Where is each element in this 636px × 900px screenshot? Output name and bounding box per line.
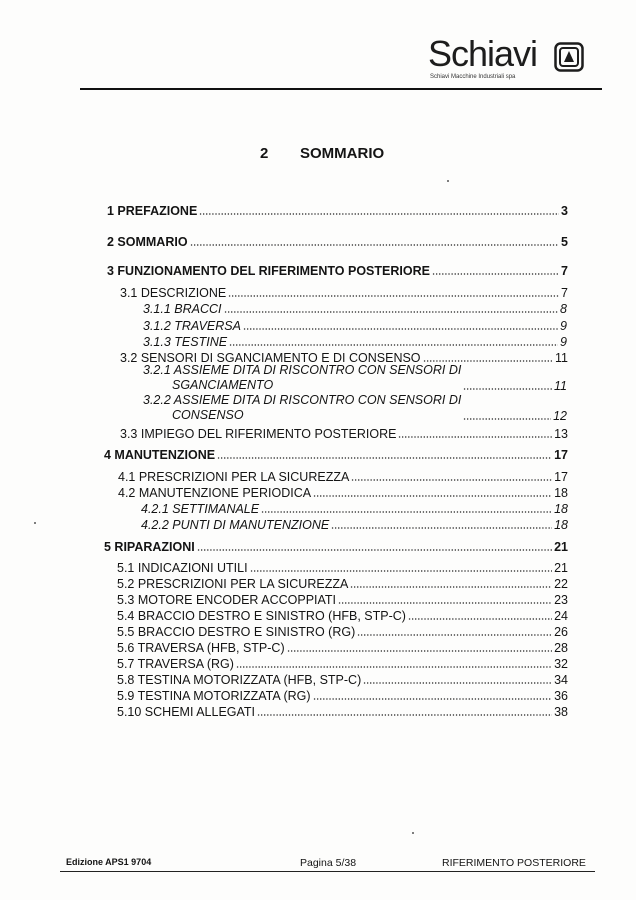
logo-subtitle: Schiavi Macchine Industriali spa [430,74,516,80]
toc-entry-page: 5 [561,235,568,249]
leader-dots [236,666,552,668]
toc-entry-page: 18 [554,486,568,500]
toc-entry[interactable] [143,300,567,316]
toc-entry[interactable] [107,233,568,249]
leader-dots [287,650,552,652]
leader-dots [351,479,552,481]
leader-dots [357,634,552,636]
toc-entry-label: 2 SOMMARIO [107,235,188,249]
leader-dots [257,714,552,716]
toc-entry-label: 5.7 TRAVERSA (RG) [117,657,234,671]
toc-entry-label: 4.2 MANUTENZIONE PERIODICA [118,486,312,500]
leader-dots [217,457,552,459]
toc-entry-page: 34 [554,673,568,687]
toc-entry[interactable] [143,361,567,393]
leader-dots [250,570,553,572]
toc-entry-label: 5.9 TESTINA MOTORIZZATA (RG) [117,689,311,703]
toc-entry-label: 5.10 SCHEMI ALLEGATI [117,705,256,719]
toc-entry-label: 4.1 PRESCRIZIONI PER LA SICUREZZA [118,470,350,484]
toc-entry-page: 38 [554,705,568,719]
toc-entry-page: 18 [554,518,568,532]
leader-dots [463,388,552,390]
footer-rule [60,871,595,872]
toc-entry-page: 21 [554,540,568,554]
toc-entry-label: 3.1 DESCRIZIONE [120,286,227,300]
toc-entry-page: 11 [555,351,568,365]
toc-entry-page: 11 [554,379,567,393]
logo-emblem-icon [554,42,584,72]
toc-entry-page: 23 [554,593,568,607]
toc-entry-label: 3.2.2 ASSIEME DITA DI RISCONTRO CON SENSORI DI [143,393,462,407]
toc-entry[interactable] [117,703,568,719]
toc-entry-label-continued: SGANCIAMENTO [172,378,274,392]
toc-entry-page: 36 [554,689,568,703]
toc-entry-label: 4.2.1 SETTIMANALE [141,502,260,516]
toc-entry-label-continued: CONSENSO [172,408,244,422]
section-number: 2 [260,145,269,162]
toc-entry-page: 21 [554,561,568,575]
leader-dots [243,328,558,330]
leader-dots [313,698,553,700]
toc-entry[interactable] [143,333,567,349]
toc-entry-page: 22 [554,577,568,591]
toc-entry[interactable] [104,446,568,462]
toc-entry-label: 5.4 BRACCIO DESTRO E SINISTRO (HFB, STP-C) [117,609,406,623]
leader-dots [190,244,559,246]
leader-dots [463,418,551,420]
leader-dots [338,602,552,604]
toc-entry-label: 3.1.2 TRAVERSA [143,319,241,333]
scan-speck [447,180,449,182]
toc-entry[interactable] [118,484,568,500]
toc-entry-page: 18 [554,502,568,516]
toc-entry[interactable] [117,655,568,671]
toc-entry-label: 1 PREFAZIONE [107,204,198,218]
logo-wordmark: Schiavi [428,33,538,74]
footer-document-title: RIFERIMENTO POSTERIORE [442,857,586,869]
leader-dots [408,618,552,620]
leader-dots [313,495,552,497]
section-title: SOMMARIO [300,145,385,162]
toc-entry-label: 5.1 INDICAZIONI UTILI [117,561,248,575]
toc-entry-label: 5.3 MOTORE ENCODER ACCOPPIATI [117,593,337,607]
toc-entry-label: 5 RIPARAZIONI [104,540,195,554]
toc-entry-page: 17 [554,448,568,462]
leader-dots [398,436,552,438]
leader-dots [331,527,552,529]
toc-entry-label: 3 FUNZIONAMENTO DEL RIFERIMENTO POSTERIORE [107,264,430,278]
toc-entry[interactable] [107,262,568,278]
toc-entry-page: 9 [560,335,567,349]
toc-entry[interactable] [118,468,568,484]
toc-entry[interactable] [117,671,568,687]
toc-entry-page: 7 [561,286,568,300]
toc-entry[interactable] [117,639,568,655]
toc-entry[interactable] [141,516,568,532]
toc-entry-page: 13 [554,427,568,441]
toc-entry[interactable] [117,559,568,575]
toc-entry-label: 3.3 IMPIEGO DEL RIFERIMENTO POSTERIORE [120,427,397,441]
toc-entry[interactable] [107,202,568,218]
toc-entry-label: 3.1.1 BRACCI [143,302,222,316]
toc-entry[interactable] [143,317,567,333]
leader-dots [350,586,552,588]
leader-dots [261,511,552,513]
toc-entry-label: 5.5 BRACCIO DESTRO E SINISTRO (RG) [117,625,356,639]
toc-entry-page: 24 [554,609,568,623]
toc-entry-page: 17 [554,470,568,484]
toc-entry-page: 7 [561,264,568,278]
toc-entry-page: 28 [554,641,568,655]
toc-entry-label: 3.2.1 ASSIEME DITA DI RISCONTRO CON SENSORI DI [143,363,462,377]
toc-entry[interactable] [117,623,568,639]
toc-entry-label: 5.8 TESTINA MOTORIZZATA (HFB, STP-C) [117,673,362,687]
scan-speck [412,832,414,834]
toc-entry[interactable] [120,425,568,441]
company-logo [428,34,598,84]
toc-entry-page: 12 [553,409,567,423]
leader-dots [432,273,559,275]
toc-entry[interactable] [117,575,568,591]
footer-edition: Edizione APS1 9704 [66,857,152,867]
toc-entry-label: 5.6 TRAVERSA (HFB, STP-C) [117,641,285,655]
toc-entry-page: 3 [561,204,568,218]
toc-entry-page: 32 [554,657,568,671]
toc-entry-label: 3.2 SENSORI DI SGANCIAMENTO E DI CONSENSO [120,351,421,365]
toc-entry-label: 4 MANUTENZIONE [104,448,216,462]
toc-entry-page: 26 [554,625,568,639]
toc-entry-label: 5.2 PRESCRIZIONI PER LA SICUREZZA [117,577,349,591]
toc-entry-page: 9 [560,319,567,333]
toc-entry[interactable] [117,591,568,607]
toc-entry-label: 3.1.3 TESTINE [143,335,228,349]
header-rule [80,88,602,90]
leader-dots [229,344,558,346]
footer-page-number: Pagina 5/38 [300,857,357,869]
toc-entry[interactable] [143,391,567,423]
leader-dots [199,213,559,215]
toc-entry[interactable] [120,284,568,300]
toc-entry-label: 4.2.2 PUNTI DI MANUTENZIONE [141,518,330,532]
leader-dots [224,311,559,313]
leader-dots [197,549,552,551]
toc-entry[interactable] [104,538,568,554]
leader-dots [363,682,552,684]
toc-entry[interactable] [141,500,568,516]
toc-entry[interactable] [117,607,568,623]
scan-speck [34,522,36,524]
leader-dots [228,295,559,297]
toc-entry[interactable] [117,687,568,703]
toc-entry-page: 8 [560,302,567,316]
